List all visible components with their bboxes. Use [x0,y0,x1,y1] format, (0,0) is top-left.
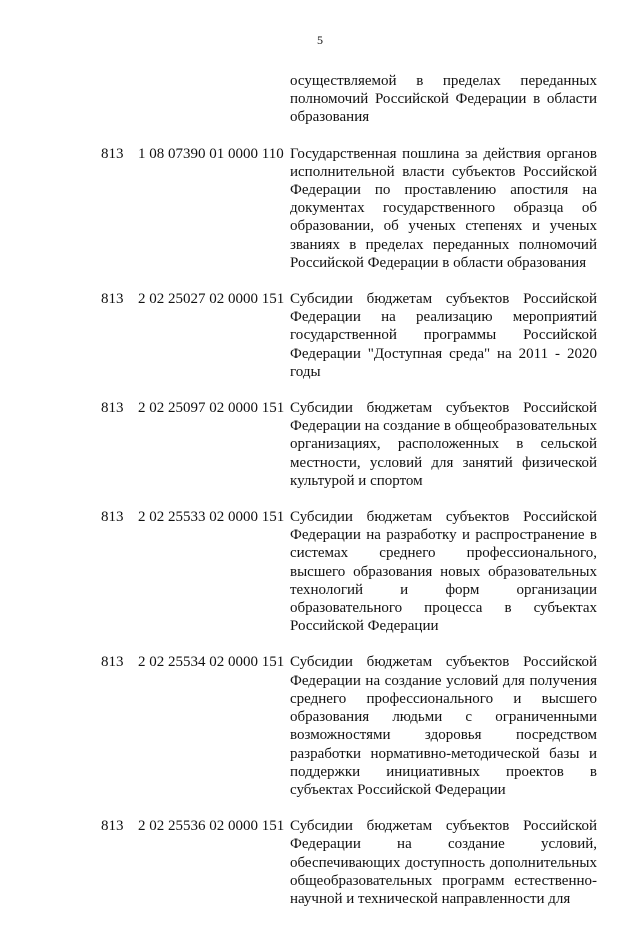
administrator-code: 813 [101,818,124,835]
revenue-description: Государственная пошлина за действия органов исполнительной власти субъектов Российской Федерации по проставлению апостиля на документах государственного образца об образовании, об ученых степенях и ученых званиях в пределах переданных полномочий Российской Федерации в области образования [290,145,597,271]
revenue-description: Субсидии бюджетам субъектов Российской Федерации на реализацию мероприятий государственной программы Российской Федерации "Доступная среда" на 2011 - 2020 годы [290,291,597,380]
administrator-code: 813 [101,509,124,526]
budget-classification-code: 2 02 25027 02 0000 151 [138,291,285,308]
revenue-description: Субсидии бюджетам субъектов Российской Федерации на разработку и распространение в системах среднего профессионального, высшего образования новых образовательных технологий и форм организации образовательного процесса в субъектах Российской Федерации [290,509,597,635]
administrator-code: 813 [101,654,124,671]
table-row [0,399,640,490]
budget-classification-code: 2 02 25534 02 0000 151 [138,654,285,671]
table-row [0,145,640,272]
administrator-code: 813 [101,400,124,417]
page-number: 5 [317,33,323,47]
table-row [0,653,640,799]
budget-classification-code: 2 02 25536 02 0000 151 [138,818,285,835]
table-row [0,290,640,381]
continuation-entry [0,72,640,127]
revenue-description: Субсидии бюджетам субъектов Российской Федерации на создание условий, обеспечивающих доступность дополнительных общеобразовательных программ естественно-научной и технической направленности для [290,818,597,907]
revenue-description: Субсидии бюджетам субъектов Российской Федерации на создание условий для получения среднего профессионального и высшего образования людьми с ограниченными возможностями здоровья посредством разработки нормативно-методической базы и поддержки инициативных проектов в субъектах Российской Федерации [290,654,597,798]
table-row [0,817,640,908]
administrator-code: 813 [101,145,124,162]
administrator-code: 813 [101,291,124,308]
continuation-text: осуществляемой в пределах переданных полномочий Российской Федерации в области образования [290,73,597,126]
budget-classification-code: 1 08 07390 01 0000 110 [138,145,284,162]
revenue-code-list [0,72,640,926]
revenue-description: Субсидии бюджетам субъектов Российской Федерации на создание в общеобразовательных организациях, расположенных в сельской местности, условий для занятий физической культурой и спортом [290,400,597,489]
budget-classification-code: 2 02 25097 02 0000 151 [138,400,285,417]
budget-classification-code: 2 02 25533 02 0000 151 [138,509,285,526]
table-row [0,508,640,635]
